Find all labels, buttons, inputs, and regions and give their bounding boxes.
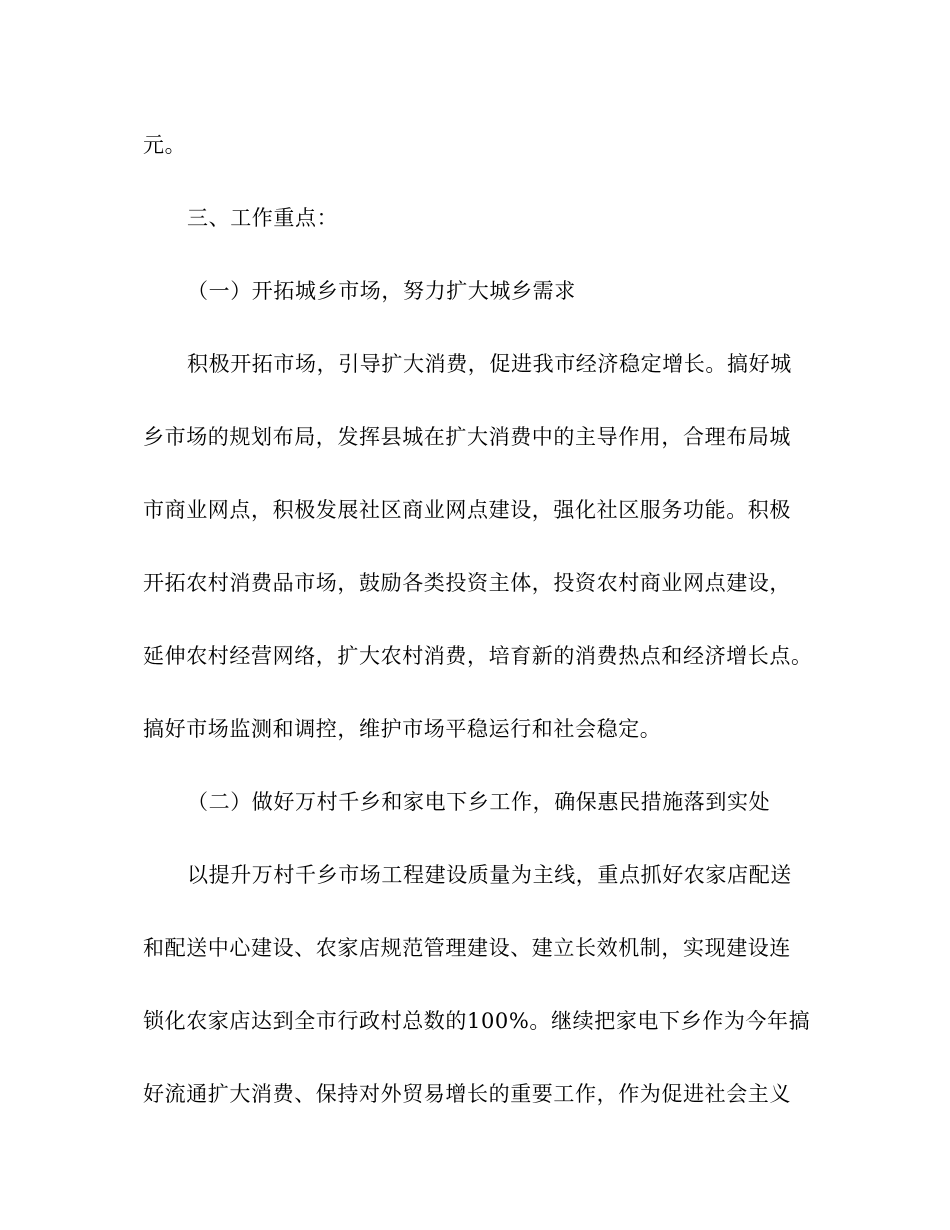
body-line: 和配送中心建设、农家店规范管理建设、建立长效机制，实现建设连 — [143, 936, 791, 960]
subsection-heading-2: （二）做好万村千乡和家电下乡工作，确保惠民措施落到实处 — [187, 790, 771, 814]
body-line: 积极开拓市场，引导扩大消费，促进我市经济稳定增长。搞好城 — [187, 352, 792, 376]
body-line: 开拓农村消费品市场，鼓励各类投资主体，投资农村商业网点建设， — [143, 571, 791, 595]
section-heading: 三、工作重点： — [187, 206, 339, 230]
subsection-heading-1: （一）开拓城乡市场，努力扩大城乡需求 — [187, 279, 576, 303]
body-line: 锁化农家店达到全市行政村总数的100%。继续把家电下乡作为今年搞 — [143, 1009, 811, 1033]
body-line: 以提升万村千乡市场工程建设质量为主线，重点抓好农家店配送 — [187, 863, 792, 887]
body-line: 搞好市场监测和调控，维护市场平稳运行和社会稳定。 — [143, 717, 662, 741]
body-line: 好流通扩大消费、保持对外贸易增长的重要工作，作为促进社会主义 — [143, 1082, 791, 1106]
body-line: 乡市场的规划布局，发挥县城在扩大消费中的主导作用，合理布局城 — [143, 425, 791, 449]
body-line: 市商业网点，积极发展社区商业网点建设，强化社区服务功能。积极 — [143, 498, 791, 522]
body-line: 延伸农村经营网络，扩大农村消费，培育新的消费热点和经济增长点。 — [143, 644, 813, 668]
paragraph-continuation: 元。 — [143, 133, 187, 157]
